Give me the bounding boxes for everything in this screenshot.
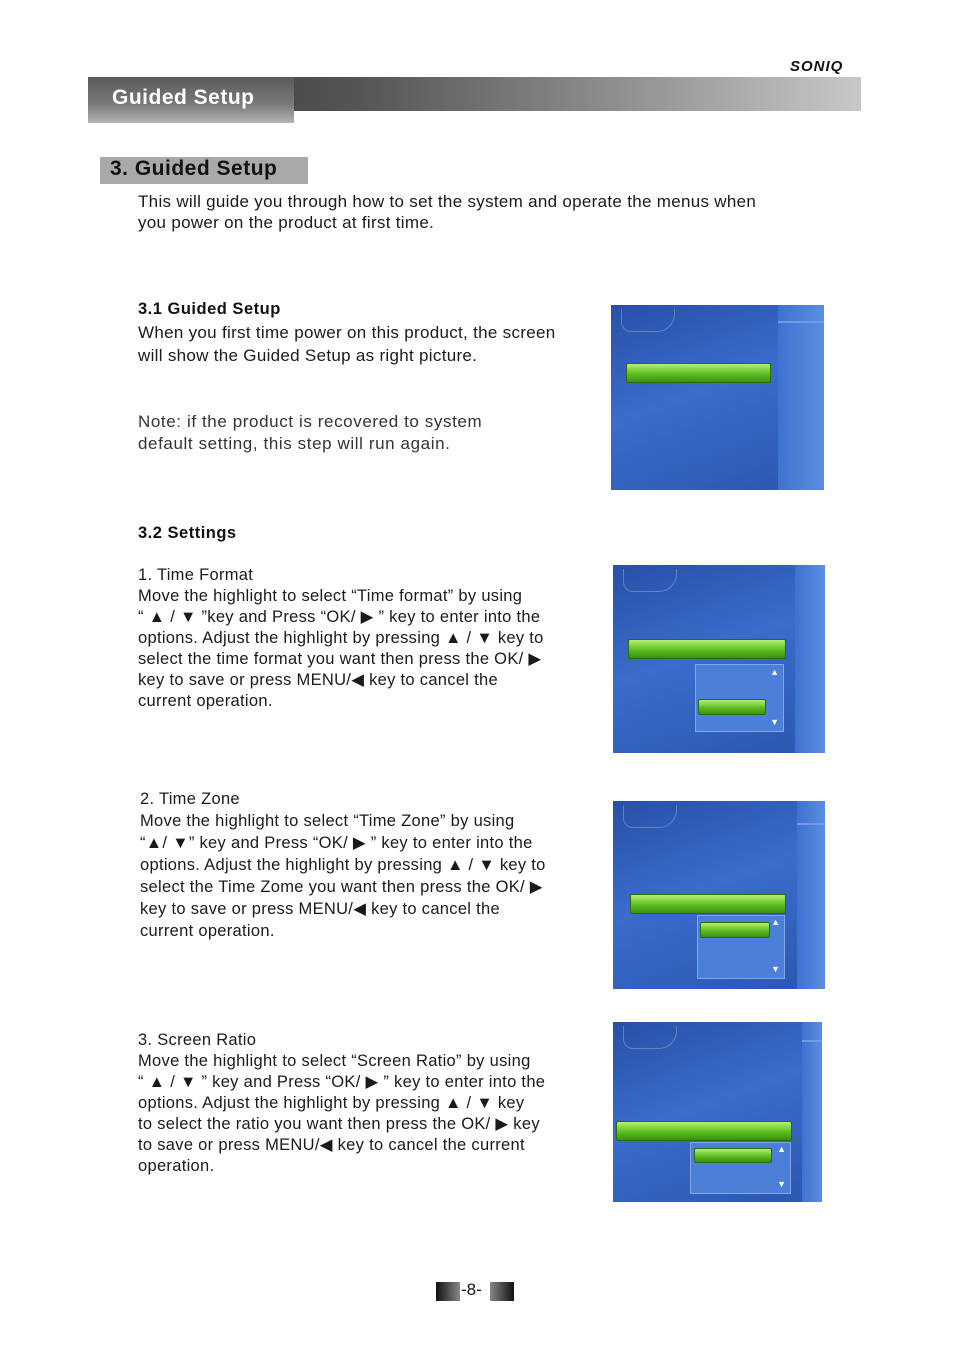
scroll-up-icon: ▲ xyxy=(770,667,779,677)
time-zone-text xyxy=(140,788,546,942)
option-highlight xyxy=(694,1148,772,1163)
footer-gradient-left xyxy=(436,1282,460,1301)
brand-logo: SONIQ xyxy=(790,58,844,75)
text-line: current operation. xyxy=(140,922,275,940)
subsection-text xyxy=(138,321,555,367)
intro-line: you power on the product at first time. xyxy=(138,213,435,232)
side-divider xyxy=(802,1040,822,1042)
scroll-up-icon: ▲ xyxy=(777,1144,786,1154)
map-outline xyxy=(621,309,675,332)
menu-highlight xyxy=(628,639,786,659)
text-line: current operation. xyxy=(138,692,273,710)
subsection-heading: 3.1 Guided Setup xyxy=(138,300,281,318)
text-line: options. Adjust the highlight by pressing ▲ / ▼ key to xyxy=(140,856,546,874)
options-popup xyxy=(697,915,785,979)
text-line: options. Adjust the highlight by pressing ▲ / ▼ key to xyxy=(138,629,544,647)
text-line: will show the Guided Setup as right picture. xyxy=(138,346,478,365)
text-line: key to save or press MENU/◀ key to cancel the xyxy=(138,671,498,689)
screen-side-panel xyxy=(797,801,825,989)
screen-ratio-text xyxy=(138,1030,545,1177)
note-line: Note: if the product is recovered to system xyxy=(138,412,483,431)
text-line: “ ▲ / ▼ ”key and Press “OK/ ▶ ” key to enter into the xyxy=(138,608,541,626)
menu-highlight xyxy=(630,894,786,914)
options-popup xyxy=(695,664,784,732)
scroll-down-icon: ▼ xyxy=(777,1179,786,1189)
screen-side-panel xyxy=(802,1022,822,1202)
footer-gradient-right xyxy=(490,1282,514,1301)
scroll-up-icon: ▲ xyxy=(771,917,780,927)
section-title: 3. Guided Setup xyxy=(110,157,278,180)
option-highlight xyxy=(698,699,766,715)
text-line: options. Adjust the highlight by pressing ▲ / ▼ key xyxy=(138,1094,525,1112)
time-zone-screen xyxy=(613,801,825,989)
scroll-down-icon: ▼ xyxy=(770,717,779,727)
subsection-heading: 3.2 Settings xyxy=(138,524,237,542)
scroll-down-icon: ▼ xyxy=(771,964,780,974)
header-title: Guided Setup xyxy=(112,86,255,109)
text-line: “ ▲ / ▼ ” key and Press “OK/ ▶ ” key to enter into the xyxy=(138,1073,546,1091)
text-line: select the time format you want then press the OK/ ▶ xyxy=(138,650,542,668)
page-number: -8- xyxy=(461,1280,482,1299)
menu-highlight xyxy=(616,1121,792,1141)
map-outline xyxy=(623,1026,677,1049)
map-outline xyxy=(623,569,677,592)
time-format-text xyxy=(138,565,544,712)
note-line: default setting, this step will run again. xyxy=(138,434,451,453)
text-line: to select the ratio you want then press the OK/ ▶ key xyxy=(138,1115,540,1133)
menu-highlight xyxy=(626,363,771,383)
screen-side-panel xyxy=(795,565,825,753)
screen-ratio-screen xyxy=(613,1022,822,1202)
options-popup xyxy=(690,1142,791,1194)
text-line: select the Time Zome you want then press the OK/ ▶ xyxy=(140,878,543,896)
intro-text xyxy=(138,191,756,233)
intro-line: This will guide you through how to set the system and operate the menus when xyxy=(138,192,757,211)
screen-side-panel xyxy=(778,305,824,490)
text-line: operation. xyxy=(138,1157,215,1175)
text-line: key to save or press MENU/◀ key to cancel the xyxy=(140,900,500,918)
text-line: “▲/ ▼” key and Press “OK/ ▶ ” key to enter into the xyxy=(140,834,533,852)
side-divider xyxy=(797,823,825,825)
side-divider xyxy=(778,321,824,323)
text-line: 1. Time Format xyxy=(138,566,254,584)
text-line: 2. Time Zone xyxy=(140,790,240,808)
text-line: When you first time power on this product, the screen xyxy=(138,323,556,342)
text-line: Move the highlight to select “Time format” by using xyxy=(138,587,523,605)
map-outline xyxy=(623,805,677,828)
text-line: Move the highlight to select “Time Zone” by using xyxy=(140,812,515,830)
guided-setup-screen xyxy=(611,305,824,490)
text-line: to save or press MENU/◀ key to cancel the current xyxy=(138,1136,525,1154)
note-text xyxy=(138,411,482,455)
time-format-screen xyxy=(613,565,825,753)
text-line: Move the highlight to select “Screen Ratio” by using xyxy=(138,1052,531,1070)
option-highlight xyxy=(700,922,770,938)
text-line: 3. Screen Ratio xyxy=(138,1031,257,1049)
